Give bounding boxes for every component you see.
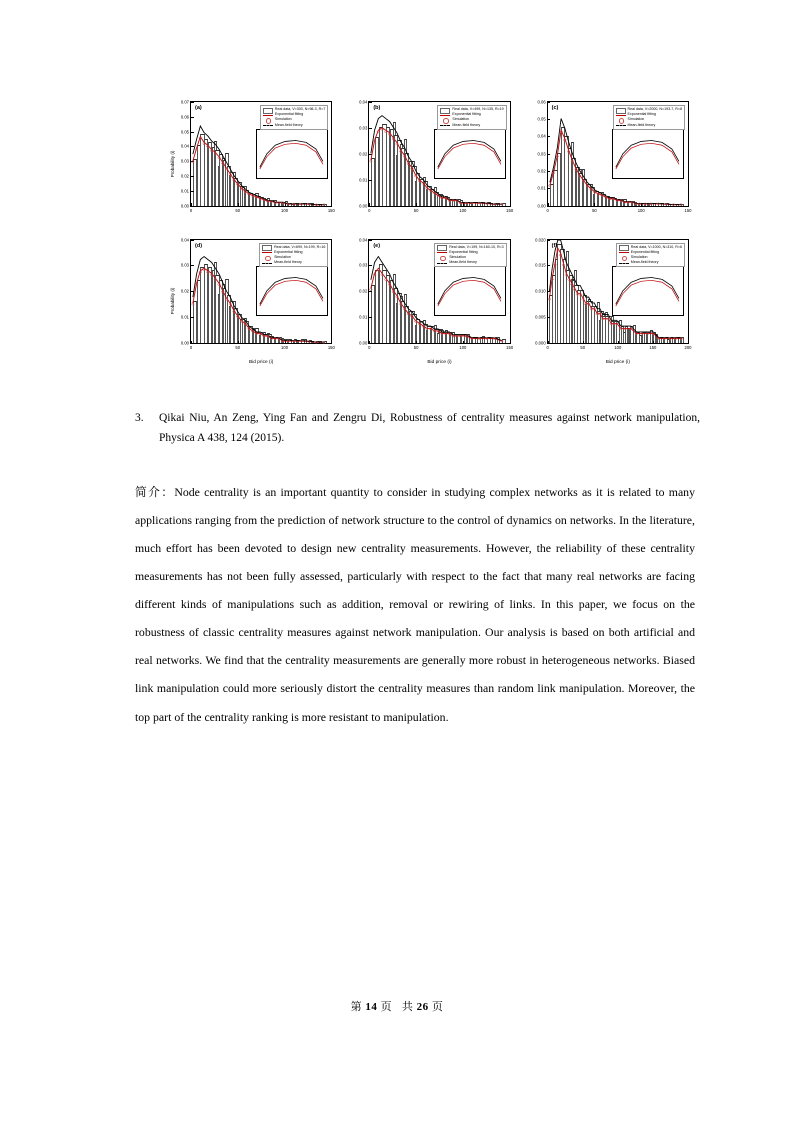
chart-panel-c	[517, 95, 695, 233]
inset-curve	[435, 130, 505, 178]
legend-entry	[437, 260, 503, 265]
x-tick-mark	[331, 203, 332, 206]
y-tick-mark	[369, 343, 372, 344]
legend-bar-swatch	[262, 245, 272, 249]
page-footer	[0, 998, 794, 1014]
legend-label: Mean-field theory	[627, 122, 656, 127]
y-tick-mark	[548, 206, 551, 207]
legend-label: Simulation	[627, 117, 645, 122]
panel-label: (d)	[195, 242, 203, 249]
y-tick-label: 0.020	[535, 237, 546, 242]
legend-label: Real data, V=499, N=135, R=19	[452, 107, 504, 111]
plot-area	[359, 237, 514, 350]
y-tick-label: 0.02	[537, 168, 546, 174]
legend-label: Exponential fitting	[274, 249, 303, 254]
x-tick-mark	[688, 341, 689, 344]
inset-curve	[613, 267, 683, 315]
legend-entry	[619, 260, 682, 265]
legend-red-line-swatch	[262, 250, 272, 254]
legend-entry	[616, 123, 682, 128]
y-tick-label: 0.01	[359, 314, 368, 320]
legend-bar-swatch	[437, 245, 447, 249]
footer-suffix: 页	[431, 1001, 444, 1013]
chart-panel-e	[338, 233, 516, 371]
x-tick-label: 0	[546, 345, 549, 350]
legend-label: Simulation	[274, 117, 292, 122]
y-tick-label: 0.02	[180, 173, 189, 179]
legend-label: Real data, V=199, N=160-10, R=3	[449, 244, 504, 249]
legend-circle-swatch	[262, 256, 272, 260]
y-tick-label: 0.01	[359, 177, 368, 183]
x-tick-label: 100	[281, 207, 289, 213]
x-tick-label: 150	[649, 345, 657, 350]
legend-label: Exponential fitting	[449, 249, 478, 254]
inset-curve	[613, 130, 683, 178]
y-tick-label: 0.01	[180, 314, 189, 320]
simulation-point	[370, 288, 373, 290]
inset-plot	[434, 129, 506, 179]
y-tick-label: 0.00	[359, 203, 368, 208]
x-tick-label: 100	[459, 345, 467, 350]
legend-bar-swatch	[619, 245, 629, 249]
footer-total-prefix: 共	[401, 1001, 414, 1013]
x-tick-label: 0	[189, 345, 193, 350]
legend-red-line-swatch	[619, 250, 629, 254]
legend-bar-swatch	[263, 108, 273, 112]
y-tick-label: 0.04	[537, 133, 546, 139]
inset-plot	[256, 129, 328, 179]
legend-label: Mean-field theory	[449, 260, 477, 265]
x-tick-label: 50	[235, 207, 241, 213]
x-tick-label: 150	[506, 207, 514, 213]
legend-label: Real data, V=2000, N=193-7, R=8	[627, 107, 682, 111]
y-tick-label: 0.00	[537, 203, 546, 208]
y-tick-label: 0.01	[537, 185, 546, 191]
chart-legend	[434, 243, 506, 268]
legend-circle-swatch	[440, 118, 450, 122]
inset-curve	[257, 267, 327, 315]
legend-label: Simulation	[452, 117, 470, 122]
legend-red-line-swatch	[616, 113, 626, 117]
y-tick-label: 0.07	[180, 99, 189, 105]
y-tick-label: 0.005	[535, 314, 546, 320]
y-tick-label: 0.03	[180, 158, 189, 164]
chart-legend	[437, 105, 506, 130]
x-tick-label: 0	[368, 207, 371, 213]
legend-circle-swatch	[616, 118, 626, 122]
legend-label: Real data, V=1000, N=310, R=6	[630, 244, 682, 249]
legend-dashed-line-swatch	[262, 261, 272, 265]
chart-panel-d	[160, 233, 338, 371]
legend-label: Simulation	[630, 254, 648, 259]
x-axis-label: Bid price (i)	[427, 360, 452, 365]
y-tick-label: 0.05	[180, 129, 189, 135]
legend-red-line-swatch	[440, 113, 450, 117]
legend-label: Exponential fitting	[627, 112, 656, 117]
chart-panel-b	[338, 95, 516, 233]
x-tick-label: 0	[189, 207, 193, 213]
inset-curve	[257, 130, 327, 178]
reference-item	[135, 408, 700, 448]
y-tick-label: 0.06	[537, 99, 546, 105]
legend-entry	[262, 260, 325, 265]
legend-red-line-swatch	[263, 113, 273, 117]
legend-bar-swatch	[616, 108, 626, 112]
legend-red-line-swatch	[437, 250, 447, 254]
y-tick-mark	[548, 343, 551, 344]
legend-circle-swatch	[437, 256, 447, 260]
y-tick-label: 0.03	[359, 125, 368, 131]
legend-circle-swatch	[263, 118, 273, 122]
chart-legend	[260, 105, 328, 130]
panel-label: (f)	[551, 242, 558, 249]
inset-plot	[612, 129, 684, 179]
chart-legend	[259, 243, 328, 268]
simulation-point	[192, 303, 195, 305]
legend-label: Exponential fitting	[274, 112, 304, 117]
x-tick-label: 200	[684, 345, 692, 350]
legend-dashed-line-swatch	[437, 261, 447, 265]
x-tick-label: 50	[592, 207, 597, 213]
y-tick-label: 0.015	[535, 262, 546, 268]
x-tick-label: 100	[459, 207, 467, 213]
chart-panel-f	[517, 233, 695, 371]
footer-prefix: 第	[350, 1001, 363, 1013]
plot-area	[180, 237, 335, 350]
legend-dashed-line-swatch	[263, 123, 273, 127]
legend-label: Simulation	[274, 254, 291, 259]
legend-dashed-line-swatch	[616, 123, 626, 127]
panel-label: (a)	[195, 105, 202, 111]
x-tick-mark	[331, 341, 332, 344]
figure-panel-grid	[160, 95, 695, 370]
legend-label: Real data, V=699, N=199, R=16	[274, 244, 326, 249]
y-tick-mark	[369, 206, 372, 207]
simulation-point	[548, 298, 551, 300]
legend-dashed-line-swatch	[619, 261, 629, 265]
y-tick-label: 0.00	[180, 203, 189, 208]
legend-dashed-line-swatch	[440, 123, 450, 127]
x-tick-label: 50	[580, 345, 586, 350]
y-tick-label: 0.06	[180, 114, 189, 120]
simulation-point	[370, 160, 373, 162]
footer-total-pages: 26	[416, 1001, 429, 1013]
inset-plot	[256, 266, 328, 316]
y-tick-label: 0.00	[359, 340, 368, 346]
legend-label: Mean-field theory	[274, 122, 303, 127]
legend-label: Mean-field theory	[274, 260, 302, 265]
inset-plot	[434, 266, 506, 316]
y-tick-label: 0.03	[359, 262, 368, 268]
legend-bar-swatch	[440, 108, 450, 112]
y-tick-label: 0.05	[537, 116, 546, 122]
y-tick-label: 0.000	[535, 340, 546, 346]
simulation-point	[381, 128, 384, 130]
y-tick-label: 0.00	[180, 340, 189, 346]
y-tick-label: 0.04	[359, 237, 368, 242]
footer-page-number: 14	[365, 1001, 378, 1013]
x-tick-label: 0	[546, 207, 549, 213]
y-tick-label: 0.02	[180, 288, 189, 294]
y-tick-label: 0.02	[359, 288, 368, 294]
x-tick-label: 150	[327, 345, 335, 350]
simulation-point	[192, 161, 195, 163]
x-tick-label: 150	[684, 207, 692, 213]
x-tick-label: 0	[368, 345, 371, 350]
plot-area	[359, 99, 514, 213]
x-tick-label: 150	[506, 345, 514, 350]
simulation-point	[207, 271, 210, 273]
x-tick-mark	[688, 203, 689, 206]
legend-label: Mean-field theory	[630, 260, 659, 265]
y-tick-label: 0.02	[359, 151, 368, 157]
x-tick-label: 50	[235, 345, 241, 350]
simulation-point	[203, 143, 206, 145]
x-tick-mark	[510, 341, 511, 344]
abstract-text: Node centrality is an important quantity to consider in studying complex networks as it is related to many applications ranging from the prediction of network structure to the control of dynamics on networks. In the literature, much effort has been devoted to design new centrality measurements. However, the reliability of these centrality measurements has not been fully assessed, particularly with respect to the fact that many real networks are facing different kinds of manipulations such as addition, removal or rewiring of links. In this paper, we focus on the robustness of classic centrality measures against network manipulation. Our analysis is based on both artificial and real networks. We find that the centrality measurements are generally more robust in heterogeneous networks. Biased link manipulation could more seriously distort the centrality measures than random link manipulation. Moreover, the top part of the centrality ranking is more resistant to manipulation.	[135, 485, 695, 724]
legend-label: Mean-field theory	[452, 122, 481, 127]
panel-label: (c)	[551, 105, 559, 111]
legend-entry	[440, 123, 503, 128]
y-tick-label: 0.04	[180, 237, 189, 242]
chart-panel-a	[160, 95, 338, 233]
y-tick-mark	[191, 206, 194, 207]
legend-label: Exponential fitting	[452, 112, 481, 117]
y-tick-label: 0.03	[537, 151, 546, 157]
y-tick-mark	[191, 343, 194, 344]
x-axis-label: Bid price (i)	[605, 360, 630, 365]
x-tick-label: 100	[281, 345, 289, 350]
reference-text: Qikai Niu, An Zeng, Ying Fan and Zengru Di, Robustness of centrality measures against network manipulation, Physica A 438, 124 (2015).	[159, 412, 700, 445]
x-tick-mark	[510, 203, 511, 206]
simulation-point	[385, 131, 388, 133]
y-tick-label: 0.010	[535, 288, 546, 294]
simulation-point	[203, 268, 206, 270]
legend-circle-swatch	[619, 256, 629, 260]
panel-label: (e)	[373, 242, 381, 249]
plot-area	[537, 99, 692, 213]
legend-entry	[263, 123, 325, 128]
y-tick-label: 0.01	[180, 188, 189, 194]
x-axis-label: Bid price (i)	[249, 360, 274, 365]
abstract-label: 简介：	[135, 485, 175, 499]
y-tick-label: 0.04	[359, 99, 368, 105]
reference-number: 3.	[135, 412, 144, 424]
x-tick-label: 100	[614, 345, 622, 350]
panel-label: (b)	[373, 105, 381, 111]
y-axis-label: Probability (i)	[169, 150, 175, 178]
chart-legend	[616, 243, 685, 268]
y-tick-label: 0.03	[180, 262, 189, 268]
x-tick-label: 50	[413, 345, 419, 350]
x-tick-label: 100	[637, 207, 645, 213]
y-tick-label: 0.04	[180, 143, 189, 149]
x-tick-label: 50	[413, 207, 419, 213]
plot-area	[180, 99, 335, 213]
y-axis-label: Probability (i)	[169, 287, 175, 315]
inset-plot	[612, 266, 684, 316]
inset-curve	[435, 267, 505, 315]
x-tick-label: 150	[327, 207, 335, 213]
abstract-block	[135, 478, 695, 731]
plot-area	[535, 237, 692, 350]
footer-middle: 页	[380, 1001, 393, 1013]
legend-label: Real data, V=300, N=98-3, R=7	[274, 107, 326, 111]
legend-label: Simulation	[449, 254, 466, 259]
chart-legend	[613, 105, 685, 130]
legend-label: Exponential fitting	[630, 249, 660, 254]
